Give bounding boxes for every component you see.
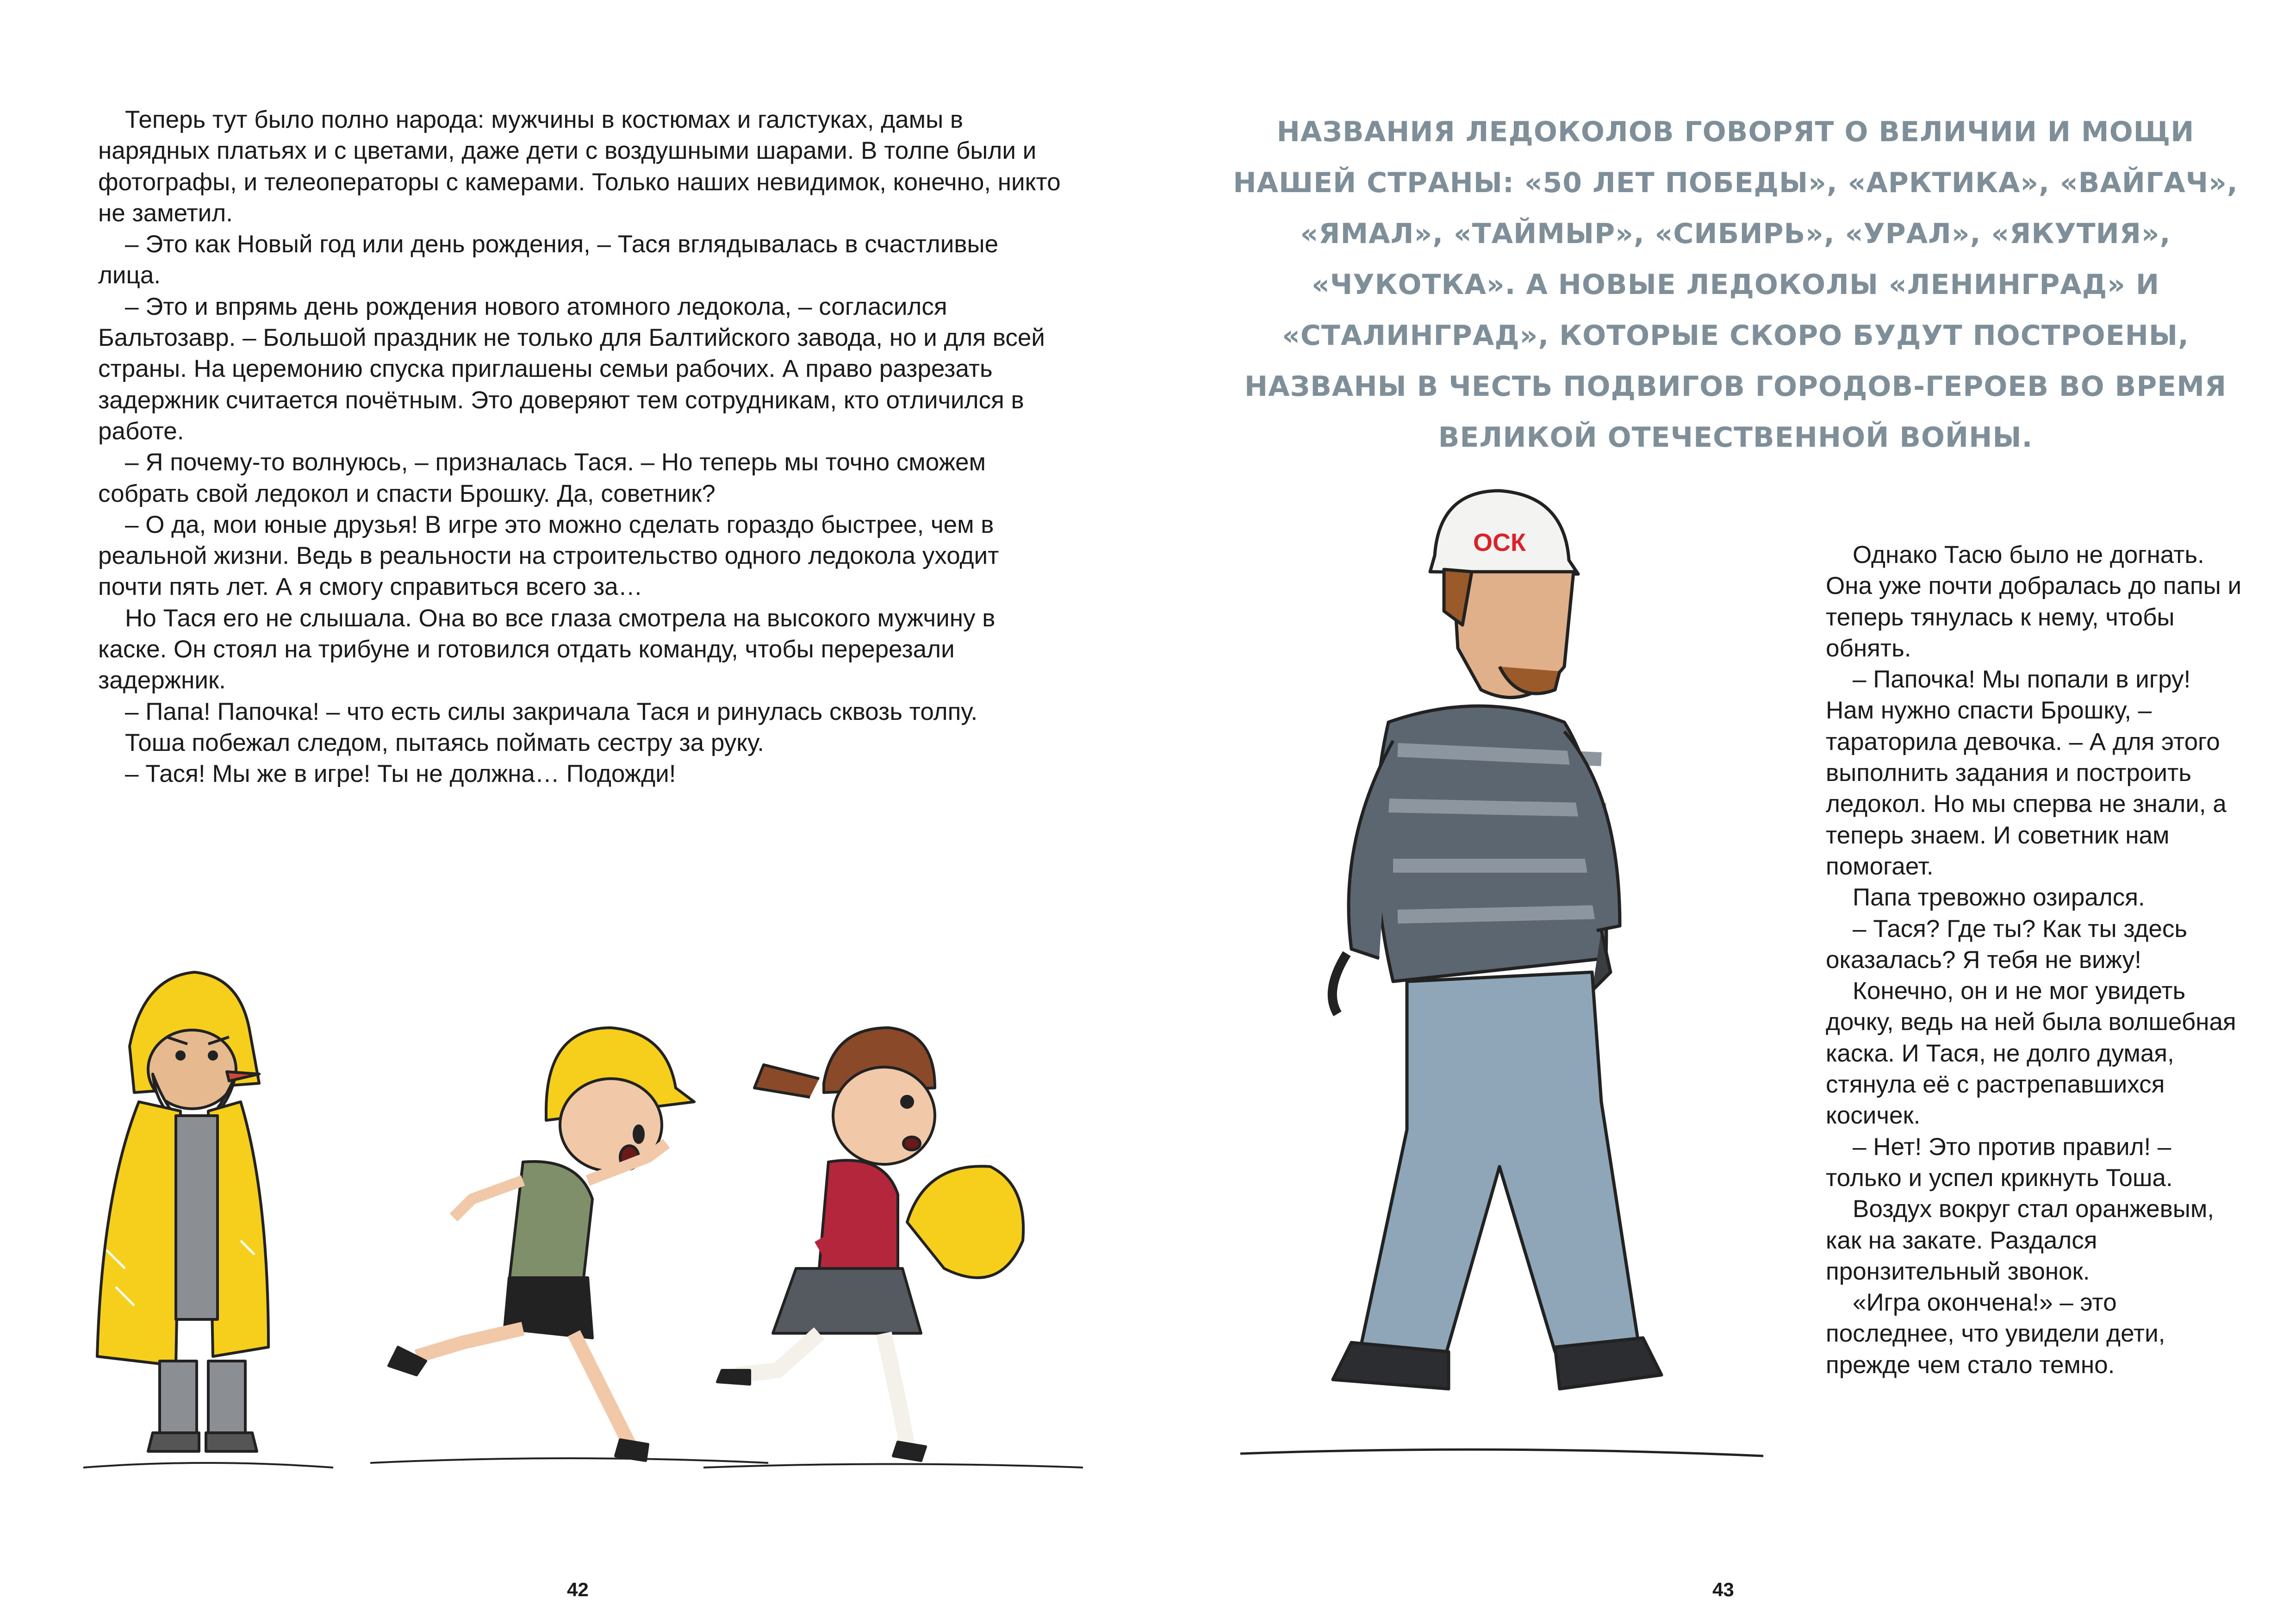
left-page-text [98,104,1061,790]
paragraph: – Я почему-то волнуюсь, – призналась Тася. – Но теперь мы точно сможем собрать свой ледокол и спасти Брошку. Да, советник? [98,449,986,507]
paragraph: – Папа! Папочка! – что есть силы закричала Тася и ринулась сквозь толпу. [125,698,978,725]
page-number: 42 [567,1579,589,1600]
advisor-illustration [74,963,333,1500]
girl-illustration [703,1009,1083,1472]
paragraph: Однако Тасю было не догнать. Она уже почти добралась до папы и теперь тянулась к нему, чтобы обнять. [1826,541,2242,662]
paragraph: Конечно, он и не мог увидеть дочку, ведь на ней была волшебная каска. И Тася, не долго думая, стянула её с растрепавшихся косичек. [1826,977,2236,1130]
paragraph: – О да, мои юные друзья! В игре это можно сделать гораздо быстрее, чем в реальной жизни. Ведь в реальности на строительство одного ледокола уходит почти пять лет. А я смогу справиться всего за… [98,511,999,601]
paragraph: Тоша побежал следом, пытаясь поймать сестру за руку. [125,729,764,756]
paragraph: – Нет! Это против правил! – только и успел крикнуть Тоша. [1826,1133,2173,1192]
paragraph: – Тася? Где ты? Как ты здесь оказалась? Я тебя не вижу! [1826,915,2187,974]
paragraph: Но Тася его не слышала. Она во все глаза смотрела на высокого мужчину в каске. Он стоял на трибуне и готовился отдать команду, чтобы перерезали задержник. [98,604,996,694]
paragraph: – Это и впрямь день рождения нового атомного ледокола, – согласился Бальтозавр. – Большой праздник не только для Балтийского завода, но и для всей страны. На церемонию спуска приглашены семьи рабочих. А право разрезать задержник считается почётным. Это доверяют тем сотрудникам, кто отличился в работе. [98,293,1045,445]
paragraph: – Папочка! Мы попали в игру! Нам нужно спасти Брошку, – тараторила девочка. – А для этого выполнить задания и построить ледокол. Но мы сперва не знали, а теперь знаем. И советник нам помогает. [1826,666,2227,880]
paragraph: – Это как Новый год или день рождения, – Тася вглядывалась в счастливые лица. [98,231,999,289]
paragraph: Воздух вокруг стал оранжевым, как на закате. Раздался пронзительный звонок. [1826,1195,2215,1285]
page-number: 43 [1712,1579,1734,1600]
father-illustration [1240,472,1763,1491]
paragraph: Папа тревожно озирался. [1853,884,2145,912]
helmet-logo: ОСК [1473,529,1526,556]
paragraph: Теперь тут было полно народа: мужчины в костюмах и галстуках, дамы в нарядных платьях и с цветами, даже дети с воздушными шарами. В толпе были и фотографы, и телеоператоры с камерами. Только наших невидимок, конечно, никто не заметил. [98,106,1061,227]
info-callout: НАЗВАНИЯ ЛЕДОКОЛОВ ГОВОРЯТ О ВЕЛИЧИИ И МОЩИ НАШЕЙ СТРАНЫ: «50 ЛЕТ ПОБЕДЫ», «АРКТИКА», «ВАЙГАЧ», «ЯМАЛ», «ТАЙМЫР», «СИБИРЬ», «УРАЛ», «ЯКУТИЯ», «ЧУКОТКА». А НОВЫЕ ЛЕДОКОЛЫ «ЛЕНИНГРАД» И «СТАЛИНГРАД», КОТОРЫЕ СКОРО БУДУТ ПОСТРОЕНЫ, НАЗВАНЫ В ЧЕСТЬ ПОДВИГОВ ГОРОДОВ-ГЕРОЕВ ВО ВРЕМЯ ВЕЛИКОЙ ОТЕЧЕСТВЕННОЙ ВОЙНЫ. [1233,116,2238,454]
right-page-text [1826,539,2242,1380]
paragraph: – Тася! Мы же в игре! Ты не должна… Подожди! [125,760,676,788]
paragraph: «Игра окончена!» – это последнее, что увидели дети, прежде чем стало темно. [1826,1289,2165,1379]
